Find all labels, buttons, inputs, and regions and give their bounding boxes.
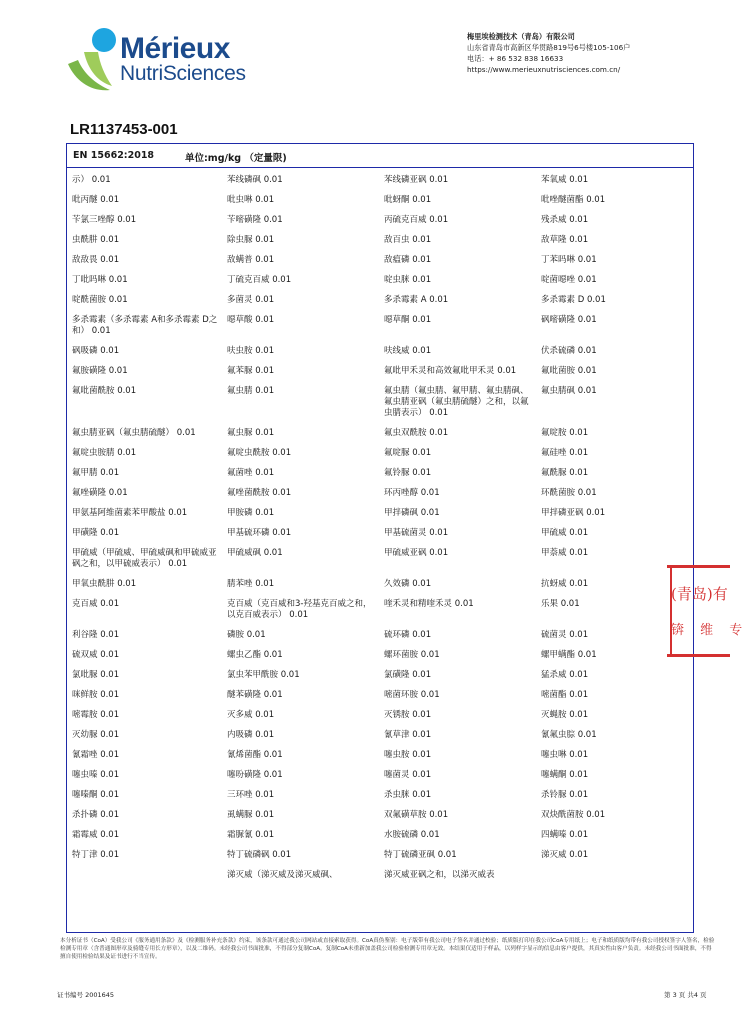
analyte-cell: 噁草酸 0.01 <box>227 315 275 325</box>
analyte-cell: 霜脲氰 0.01 <box>227 830 275 840</box>
table-row <box>67 504 693 524</box>
analyte-cell: 特丁硫磷砜 0.01 <box>227 850 292 860</box>
analyte-cell: 咪鲜胺 0.01 <box>72 690 120 700</box>
analyte-cell: 苄嘧磺隆 0.01 <box>227 215 283 225</box>
analyte-cell: 嘧菌环胺 0.01 <box>384 690 440 700</box>
analyte-cell: 氟虫脲 0.01 <box>227 428 275 438</box>
table-row <box>67 595 693 626</box>
analyte-cell: 久效磷 0.01 <box>384 579 432 589</box>
analyte-cell: 双炔酰菌胺 0.01 <box>541 810 606 820</box>
analyte-cell: 利谷隆 0.01 <box>72 630 120 640</box>
analyte-cell: 甲拌磷砜 0.01 <box>384 508 440 518</box>
page-number: 第 3 页 共4 页 <box>664 991 707 999</box>
analyte-cell: 吡唑醚菌酯 0.01 <box>541 195 606 205</box>
table-row <box>67 786 693 806</box>
analyte-cell: 氟唑磺隆 0.01 <box>72 488 128 498</box>
analyte-cell: 啶菌噁唑 0.01 <box>541 275 597 285</box>
analyte-cell: 双氟磺草胺 0.01 <box>384 810 449 820</box>
analyte-cell: 虫酰肼 0.01 <box>72 235 120 245</box>
table-row <box>67 271 693 291</box>
frame-header <box>67 144 693 168</box>
analyte-cell: 特丁硫磷亚砜 0.01 <box>384 850 457 860</box>
analyte-cell: 氟胺磺隆 0.01 <box>72 366 128 376</box>
analyte-cell: 涕灭威亚砜之和，以涕灭威表 <box>384 870 495 880</box>
table-row <box>67 686 693 706</box>
analyte-cell: 苯氧威 0.01 <box>541 175 589 185</box>
analyte-cell: 氟苯脲 0.01 <box>227 366 275 376</box>
analyte-cell: 噻吩磺隆 0.01 <box>227 770 283 780</box>
analyte-cell: 敌敌畏 0.01 <box>72 255 120 265</box>
table-row <box>67 666 693 686</box>
table-row <box>67 251 693 271</box>
analyte-cell: 氟啶虫酰胺 0.01 <box>227 448 292 458</box>
analyte-cell: 螺甲螨酯 0.01 <box>541 650 597 660</box>
analyte-cell: 丁硫克百威 0.01 <box>227 275 292 285</box>
table-row <box>67 806 693 826</box>
analyte-cell: 呋虫胺 0.01 <box>227 346 275 356</box>
analyte-cell: 敌螨普 0.01 <box>227 255 275 265</box>
table-row <box>67 544 693 575</box>
analyte-cell: 敌瘟磷 0.01 <box>384 255 432 265</box>
analyte-cell: 霜霉威 0.01 <box>72 830 120 840</box>
analyte-cell: 氯吡脲 0.01 <box>72 670 120 680</box>
table-row <box>67 626 693 646</box>
analyte-cell: 特丁津 0.01 <box>72 850 120 860</box>
analyte-cell: 氯虫苯甲酰胺 0.01 <box>227 670 300 680</box>
analyte-cell: 多杀霉素（多杀霉素 A和多杀霉素 D之和） 0.01 <box>72 315 218 336</box>
analyte-cell: 氟硅唑 0.01 <box>541 448 589 458</box>
analyte-cell: 抗蚜威 0.01 <box>541 579 589 589</box>
analyte-cell: 甲拌磷亚砜 0.01 <box>541 508 606 518</box>
table-row <box>67 706 693 726</box>
analyte-cell: 吡虫啉 0.01 <box>227 195 275 205</box>
analyte-cell: 醚苯磺隆 0.01 <box>227 690 283 700</box>
analyte-cell: 示） 0.01 <box>72 175 111 185</box>
analyte-cell: 噻虫啉 0.01 <box>541 750 589 760</box>
disclaimer: 本分析证书（CoA）受我公司《服务通用条款》及《检测服务补充条款》约束，该条款可通过我公司网站或直接索取获得。CoA真伪鉴别：电子版带有我公司电子签名并通过校验；纸质版打印在我公司CoA专用纸上；电子和纸质版均带有我公司授权签字人签名，检验检测专用章（含普通图形章及骑缝专用长方形章），以及二维码。未经我公司书面批准，不得部分复制CoA。复制CoA未重新加盖我公司检验检测专用章无效。本结果仅适用于样品，以列样字显示的信息由客户提供，其真实性由客户负责。未经我公司书面批准，不得擅自使用检验结果及证书进行不当宣传。 <box>60 938 715 960</box>
analyte-cell: 氯磺隆 0.01 <box>384 670 432 680</box>
analyte-cell: 灭多威 0.01 <box>227 710 275 720</box>
analyte-cell: 灭蝇胺 0.01 <box>541 710 589 720</box>
analyte-cell: 甲磺隆 0.01 <box>72 528 120 538</box>
analyte-cell: 伏杀硫磷 0.01 <box>541 346 597 356</box>
analyte-cell: 嘧菌酯 0.01 <box>541 690 589 700</box>
analyte-cell: 氟虫腈 0.01 <box>227 386 275 396</box>
stamp-border-top <box>667 565 730 568</box>
company-url[interactable]: https://www.merieuxnutrisciences.com.cn/ <box>467 65 621 74</box>
table-row <box>67 231 693 251</box>
company-address: 山东省青岛市高新区华贯路819号6号楼105-106户 <box>467 43 631 52</box>
analyte-cell: 噁草酮 0.01 <box>384 315 432 325</box>
table-row <box>67 444 693 464</box>
stamp-text-2: 锛 维 专 <box>671 623 748 638</box>
analyte-cell: 氟吡甲禾灵和高效氟吡甲禾灵 0.01 <box>384 366 517 376</box>
analyte-cell: 甲硫威亚砜 0.01 <box>384 548 449 558</box>
analyte-cell: 乐果 0.01 <box>541 599 580 609</box>
analyte-grid <box>67 171 693 886</box>
analyte-cell: 苄氯三唑醇 0.01 <box>72 215 137 225</box>
analyte-cell: 苯线磷亚砜 0.01 <box>384 175 449 185</box>
table-row <box>67 524 693 544</box>
analyte-cell: 啶酰菌胺 0.01 <box>72 295 128 305</box>
analyte-cell: 杀铃脲 0.01 <box>541 790 589 800</box>
analyte-cell: 水胺硫磷 0.01 <box>384 830 440 840</box>
analyte-cell: 环丙唑醇 0.01 <box>384 488 440 498</box>
analyte-cell: 氟铃脲 0.01 <box>384 468 432 478</box>
analyte-cell: 氰草津 0.01 <box>384 730 432 740</box>
report-id: LR1137453-001 <box>70 121 178 138</box>
table-row <box>67 726 693 746</box>
analyte-cell: 苯线磷砜 0.01 <box>227 175 283 185</box>
analyte-cell: 氟啶胺 0.01 <box>541 428 589 438</box>
analyte-cell: 噻菌灵 0.01 <box>384 770 432 780</box>
table-row <box>67 211 693 231</box>
unit-label: 单位:mg/kg （定量限) <box>185 153 287 164</box>
analyte-cell <box>67 866 222 886</box>
analyte-cell: 敌百虫 0.01 <box>384 235 432 245</box>
analyte-cell: 噻虫嗪 0.01 <box>72 770 120 780</box>
analyte-cell: 克百威（克百威和3-羟基克百威之和，以克百威表示） 0.01 <box>227 599 372 620</box>
analyte-cell: 氰霜唑 0.01 <box>72 750 120 760</box>
table-row <box>67 866 693 886</box>
table-row <box>67 362 693 382</box>
analyte-cell: 除虫脲 0.01 <box>227 235 275 245</box>
analyte-cell: 甲氧虫酰肼 0.01 <box>72 579 137 589</box>
table-row <box>67 484 693 504</box>
analyte-cell: 氟菌唑 0.01 <box>227 468 275 478</box>
analyte-cell: 多菌灵 0.01 <box>227 295 275 305</box>
table-row <box>67 826 693 846</box>
analyte-cell: 甲萘威 0.01 <box>541 548 589 558</box>
analyte-cell: 猛杀威 0.01 <box>541 670 589 680</box>
analyte-cell: 噻螨酮 0.01 <box>541 770 589 780</box>
table-row <box>67 382 693 424</box>
analyte-cell: 噻虫胺 0.01 <box>384 750 432 760</box>
analyte-cell: 环酰菌胺 0.01 <box>541 488 597 498</box>
results-frame <box>66 143 694 933</box>
analyte-cell: 砜吸磷 0.01 <box>72 346 120 356</box>
analyte-cell: 吡丙醚 0.01 <box>72 195 120 205</box>
table-row <box>67 311 693 342</box>
analyte-cell: 灭锈胺 0.01 <box>384 710 432 720</box>
analyte-cell: 内吸磷 0.01 <box>227 730 275 740</box>
analyte-cell: 硫菌灵 0.01 <box>541 630 589 640</box>
company-phone: 电话：+ 86 532 838 16633 <box>467 54 564 63</box>
analyte-cell: 甲胺磷 0.01 <box>227 508 275 518</box>
analyte-cell: 呋线威 0.01 <box>384 346 432 356</box>
analyte-cell: 克百威 0.01 <box>72 599 120 609</box>
analyte-cell: 多杀霉素 D 0.01 <box>541 295 606 305</box>
analyte-cell: 甲硫威砜 0.01 <box>227 548 283 558</box>
analyte-cell: 丙硫克百威 0.01 <box>384 215 449 225</box>
analyte-cell: 氟虫腈亚砜（氟虫腈硫醚） 0.01 <box>72 428 196 438</box>
analyte-cell: 氟酰脲 0.01 <box>541 468 589 478</box>
company-info <box>467 31 630 75</box>
analyte-cell: 氟啶脲 0.01 <box>384 448 432 458</box>
analyte-cell: 丁苯吗啉 0.01 <box>541 255 597 265</box>
stamp-border-bottom <box>667 654 730 657</box>
analyte-cell: 氰烯菌酯 0.01 <box>227 750 283 760</box>
analyte-cell: 氟吡菌酰胺 0.01 <box>72 386 137 396</box>
analyte-cell: 硫双威 0.01 <box>72 650 120 660</box>
analyte-cell: 氟虫双酰胺 0.01 <box>384 428 449 438</box>
table-row <box>67 464 693 484</box>
logo-subbrand: NutriSciences <box>120 62 246 85</box>
certificate-number: 证书编号 2001645 <box>57 991 115 999</box>
table-row <box>67 171 693 191</box>
seal-stamp <box>667 565 748 657</box>
analyte-cell: 螺虫乙酯 0.01 <box>227 650 283 660</box>
stamp-text-1: (青岛)有 <box>671 585 728 603</box>
table-row <box>67 766 693 786</box>
analyte-cell: 残杀威 0.01 <box>541 215 589 225</box>
table-row <box>67 342 693 362</box>
stamp-border-left <box>670 565 672 657</box>
company-name: 梅里埃检测技术（青岛）有限公司 <box>467 32 575 41</box>
analyte-cell: 四螨嗪 0.01 <box>541 830 589 840</box>
table-row <box>67 746 693 766</box>
logo-brand: Mérieux <box>120 32 230 65</box>
analyte-cell: 啶虫脒 0.01 <box>384 275 432 285</box>
analyte-cell: 嘧霉胺 0.01 <box>72 710 120 720</box>
analyte-cell: 氟虫腈砜 0.01 <box>541 386 597 396</box>
analyte-cell: 氟唑菌酰胺 0.01 <box>227 488 292 498</box>
analyte-cell: 敌草隆 0.01 <box>541 235 589 245</box>
analyte-cell: 氟虫腈（氟虫腈、氟甲腈、氟虫腈砜、氟虫腈亚砜（氟虫腈硫醚）之和，以氟虫腈表示） 0.01 <box>384 386 529 418</box>
analyte-cell: 砜嘧磺隆 0.01 <box>541 315 597 325</box>
analyte-cell: 甲硫威 0.01 <box>541 528 589 538</box>
analyte-cell: 杀虫脒 0.01 <box>384 790 432 800</box>
analyte-cell: 甲基硫菌灵 0.01 <box>384 528 449 538</box>
table-row <box>67 291 693 311</box>
analyte-cell: 螺环菌胺 0.01 <box>384 650 440 660</box>
analyte-cell: 三环唑 0.01 <box>227 790 275 800</box>
analyte-cell: 甲氨基阿维菌素苯甲酸盐 0.01 <box>72 508 188 518</box>
analyte-cell: 灭幼脲 0.01 <box>72 730 120 740</box>
analyte-cell: 腈苯唑 0.01 <box>227 579 275 589</box>
analyte-cell: 氟甲腈 0.01 <box>72 468 120 478</box>
analyte-cell: 硫环磷 0.01 <box>384 630 432 640</box>
analyte-cell: 喹禾灵和精喹禾灵 0.01 <box>384 599 474 609</box>
analyte-cell <box>536 866 693 886</box>
analyte-cell: 吡蚜酮 0.01 <box>384 195 432 205</box>
analyte-cell: 丁吡吗啉 0.01 <box>72 275 128 285</box>
analyte-cell: 虱螨脲 0.01 <box>227 810 275 820</box>
analyte-cell: 涕灭威（涕灭威及涕灭威砜、 <box>227 870 338 880</box>
table-row <box>67 846 693 866</box>
analyte-cell: 磷胺 0.01 <box>227 630 266 640</box>
analyte-cell: 甲硫威（甲硫威、甲硫威砜和甲硫威亚砜之和，以甲硫威表示） 0.01 <box>72 548 217 569</box>
analyte-cell: 杀扑磷 0.01 <box>72 810 120 820</box>
analyte-cell: 氰氟虫腙 0.01 <box>541 730 597 740</box>
method-standard: EN 15662:2018 <box>73 150 155 161</box>
analyte-cell: 涕灭威 0.01 <box>541 850 589 860</box>
table-row <box>67 424 693 444</box>
table-row <box>67 575 693 595</box>
analyte-cell: 多杀霉素 A 0.01 <box>384 295 449 305</box>
analyte-cell: 噻嗪酮 0.01 <box>72 790 120 800</box>
table-row <box>67 191 693 211</box>
analyte-cell: 氟啶虫胺腈 0.01 <box>72 448 137 458</box>
analyte-cell: 氟吡菌胺 0.01 <box>541 366 597 376</box>
analyte-cell: 甲基硫环磷 0.01 <box>227 528 292 538</box>
table-row <box>67 646 693 666</box>
